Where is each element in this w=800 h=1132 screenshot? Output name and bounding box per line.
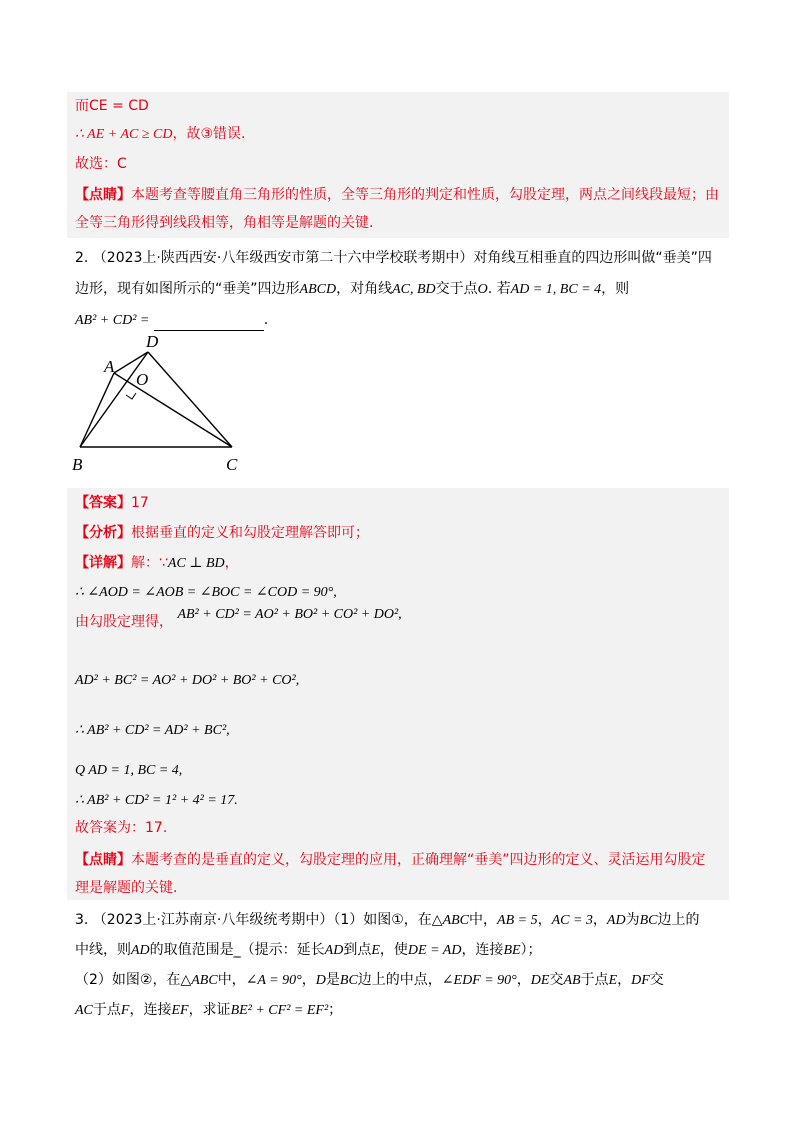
comment-tag: 【点睛】 (75, 852, 131, 868)
step-2: 由勾股定理得， AB² + CD² = AO² + BO² + CO² + DO², (75, 607, 402, 630)
prev-comment-line-1: 【点睛】本题考查等腰直角三角形的性质，全等三角形的判定和性质，勾股定理，两点之间线段最短；由 (75, 187, 719, 203)
label-C: C (226, 455, 238, 474)
q2-line-1: 2. （2023上·陕西西安·八年级西安市第二十六中学校联考期中）对角线互相垂直的四边形叫做“垂美”四 (75, 250, 712, 266)
step-1: ∴ ∠AOD = ∠AOB = ∠BOC = ∠COD = 90°, (75, 585, 337, 600)
comment-tag: 【点睛】 (75, 187, 131, 203)
q3-line-1: 3. （2023上·江苏南京·八年级统考期中）（1）如图①，在△ABC中，AB = 5，AC = 3，AD为BC边上的 (75, 912, 700, 928)
q2-line-3: AB² + CD² = . (75, 310, 268, 331)
step-4: ∴ AB² + CD² = AD² + BC², (75, 723, 230, 738)
edge-CD (148, 352, 232, 447)
detail-tag: 【详解】 (75, 555, 131, 571)
q2-line-2: 边形，现有如图所示的“垂美”四边形ABCD，对角线AC, BD交于点O. 若AD = 1, BC = 4，则 (75, 281, 630, 297)
diagonal-AC (114, 373, 232, 447)
detail-line: 【详解】解：∵AC ⊥ BD， (75, 555, 239, 571)
prev-comment-line-2: 全等三角形得到线段相等，角相等是解题的关键. (75, 215, 374, 231)
answer-line: 【答案】17 (75, 495, 149, 511)
q2-comment-line-1: 【点睛】本题考查的是垂直的定义，勾股定理的应用，正确理解“垂美”四边形的定义、灵活运用勾股定 (75, 852, 706, 868)
prev-line-2: ∴ AE + AC ≥ CD，故③错误. (75, 126, 246, 142)
prev-line-1: 而CE = CD (75, 98, 149, 114)
label-A: A (104, 357, 115, 376)
right-angle-mark (126, 393, 136, 399)
edge-AB (80, 373, 114, 447)
prev-line-3: 故选：C (75, 156, 127, 172)
label-D: D (146, 332, 159, 351)
answer-tag: 【答案】 (75, 495, 131, 511)
q2-solution-panel (67, 488, 729, 900)
step-7: 故答案为：17. (75, 820, 168, 836)
step-5: Q AD = 1, BC = 4, (75, 763, 183, 778)
quadrilateral-figure (66, 330, 256, 478)
analysis-line: 【分析】根据垂直的定义和勾股定理解答即可； (75, 525, 369, 541)
label-B: B (72, 455, 83, 474)
answer-blank (154, 316, 264, 331)
q3-line-2: 中线，则AD的取值范围是_（提示：延长AD到点E，使DE = AD，连接BE）； (75, 942, 542, 958)
step-3: AD² + BC² = AO² + DO² + BO² + CO², (75, 673, 300, 688)
q2-comment-line-2: 理是解题的关键. (75, 880, 178, 896)
q3-line-3: （2）如图②，在△ABC中，∠A = 90°，D是BC边上的中点，∠EDF = 90°，DE交AB于点E，DF交 (75, 972, 664, 988)
q3-line-4: AC于点F，连接EF，求证BE² + CF² = EF²； (75, 1002, 343, 1018)
label-O: O (136, 370, 149, 389)
step-6: ∴ AB² + CD² = 1² + 4² = 17. (75, 793, 238, 808)
analysis-tag: 【分析】 (75, 525, 131, 541)
